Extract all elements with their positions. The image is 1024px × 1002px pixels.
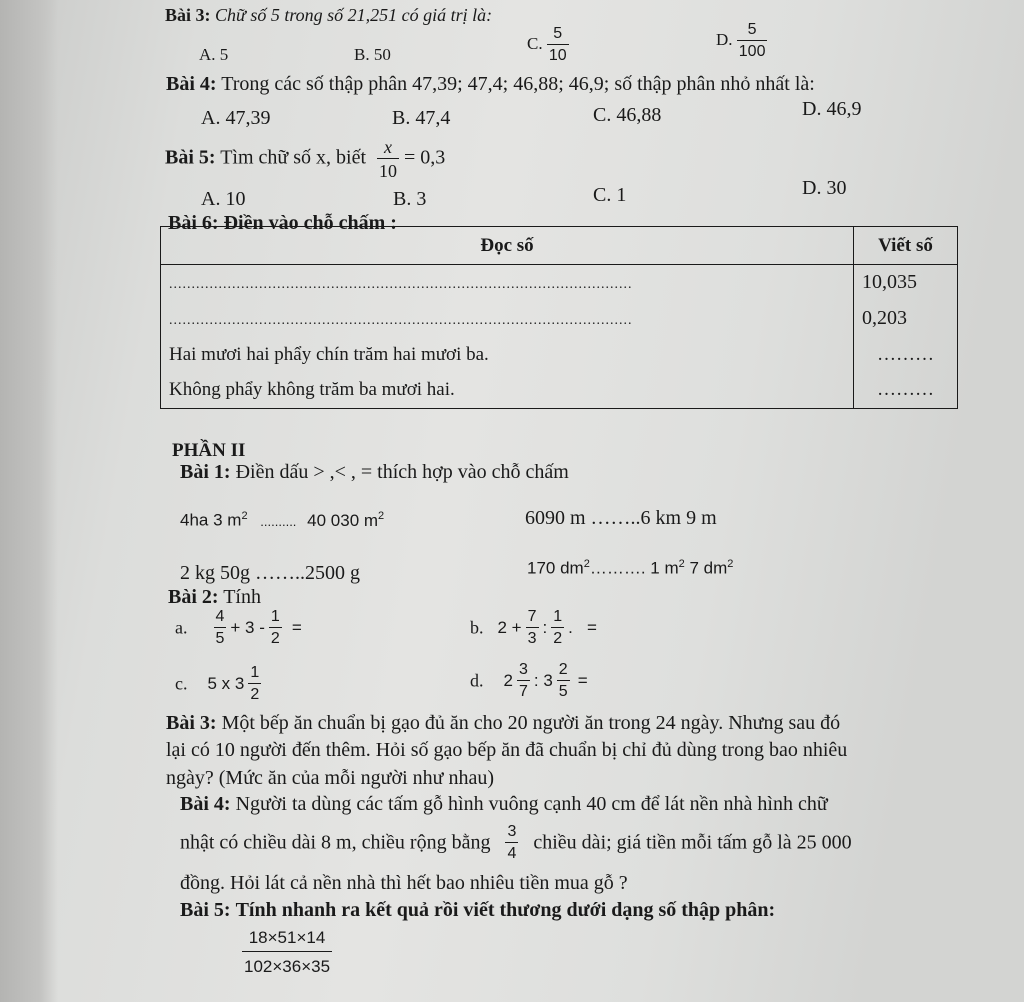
b3-question	[165, 5, 492, 26]
b4-option-d: D. 46,9	[802, 98, 862, 120]
b4-title: Bài 4:	[166, 73, 217, 95]
b6-row3-read: Hai mươi hai phẩy chín trăm hai mươi ba.	[161, 337, 854, 373]
b3-option-c-denominator: 10	[547, 44, 569, 64]
p2-b2-b-frac2-den: 2	[551, 627, 564, 647]
p2-b2-a-frac2-den: 2	[269, 627, 282, 647]
p2-b5-denominator: 102×36×35	[242, 951, 332, 975]
p2-b2-b	[470, 609, 597, 647]
b6-row2-read	[161, 301, 854, 337]
p2-b2-c-frac-den: 2	[248, 683, 261, 703]
p2-b4-fraction-den: 4	[505, 842, 518, 862]
p2-b4-line2-post: chiều dài; giá tiền mỗi tấm gỗ là 25 000	[533, 831, 852, 854]
b6-col-write-label: Viết số	[878, 234, 933, 256]
p2-b2-a-frac1-den: 5	[214, 627, 227, 647]
p2-b1-expr2: 6090 m ……..6 km 9 m	[525, 507, 717, 529]
b3-option-d-denominator: 100	[737, 40, 768, 60]
b3-option-b: B. 50	[354, 45, 391, 64]
p2-b1-title: Bài 1:	[180, 461, 231, 483]
p2-b1-expr4-left: 170 dm	[527, 558, 584, 578]
p2-b1-expr4-sup2: 2	[678, 558, 685, 570]
p2-b1-text: Điền dấu > ,< , = thích hợp vào chỗ chấm	[235, 461, 569, 483]
p2-b4-title: Bài 4:	[180, 793, 231, 815]
b3-option-d	[716, 22, 767, 60]
p2-b2-b-frac2-num: 1	[553, 608, 563, 625]
p2-b1-expr4-sup1: 2	[583, 558, 590, 570]
b6-table	[160, 226, 958, 409]
b4-question	[166, 73, 815, 96]
p2-b5-fraction-body	[242, 929, 332, 975]
p2-b1-expr1-right: 40 030 m	[307, 510, 379, 530]
b6-row4-write: ………	[854, 373, 958, 409]
b6-row3-write: ………	[854, 337, 958, 373]
p2-b2-d-frac2-num: 2	[558, 661, 568, 678]
b6-col-read-header	[161, 227, 854, 265]
p2-b3-line2: lại có 10 người đến thêm. Hỏi số gạo bếp ăn đã chuẩn bị chỉ đủ dùng trong bao nhiêu	[166, 739, 848, 761]
book-spine-shadow	[0, 0, 58, 1002]
b6-header-row	[161, 227, 958, 265]
p2-b3-line1	[166, 712, 840, 735]
b3-option-d-label: D.	[716, 29, 733, 49]
p2-b3-line3: ngày? (Mức ăn của mỗi người như nhau)	[166, 767, 495, 789]
p2-b1-expr1-sup-right: 2	[378, 510, 385, 522]
p2-b2-a-label: a.	[175, 617, 188, 638]
p2-b5-numerator: 18×51×14	[248, 928, 326, 947]
b3-option-a: A. 5	[199, 45, 229, 64]
p2-b1-question	[180, 461, 569, 484]
b3-option-d-fraction	[737, 22, 768, 60]
p2-b2-d	[470, 662, 588, 700]
p2-b2-a-frac1-num: 4	[215, 608, 225, 625]
p2-b2-d-frac2-den: 5	[557, 680, 570, 700]
p2-b1-expr1	[180, 510, 384, 531]
p2-b4-fraction	[505, 824, 518, 862]
p2-b4-line1-text: Người ta dùng các tấm gỗ hình vuông cạnh 40 cm để lát nền nhà hình chữ	[235, 793, 828, 815]
b5-denominator: 10	[377, 158, 399, 180]
b4-option-a: A. 47,39	[201, 107, 271, 129]
p2-b2-d-label: d.	[470, 670, 484, 691]
p2-b2-c-frac-num: 1	[250, 664, 260, 681]
p2-b1-expr1-dots: ..........	[260, 513, 297, 529]
table-row	[161, 337, 958, 373]
p2-b1-expr4	[527, 558, 733, 579]
b5-title: Bài 5:	[165, 146, 216, 169]
table-row	[161, 265, 958, 301]
b6-row4-read: Không phẩy không trăm ba mươi hai.	[161, 373, 854, 409]
p2-b2-d-frac2	[557, 662, 570, 700]
b6-row1-read	[161, 265, 854, 301]
b4-option-b: B. 47,4	[392, 107, 451, 129]
p2-b2-c-pre: 5 x 3	[207, 674, 245, 693]
p2-b2-a-frac2	[269, 609, 282, 647]
p2-b2-title: Bài 2:	[168, 586, 219, 608]
p2-b1-expr4-mid: 1 m	[650, 558, 679, 578]
p2-b3-title: Bài 3:	[166, 712, 217, 734]
p2-b5-question	[180, 899, 775, 922]
b4-option-c: C. 46,88	[593, 104, 662, 126]
table-row	[161, 373, 958, 409]
p2-b2-b-frac1-den: 3	[526, 627, 539, 647]
p2-b2-question	[168, 586, 261, 609]
b6-col-write-header	[854, 227, 958, 265]
part2-heading-text: PHẦN II	[172, 440, 246, 461]
p2-b2-b-frac1	[526, 609, 539, 647]
p2-b2-d-whole1: 2	[503, 671, 513, 690]
p2-b5-fraction	[242, 929, 332, 975]
p2-b2-b-mid: :	[542, 618, 548, 637]
b3-title: Bài 3:	[165, 5, 211, 25]
p2-b2-a-frac2-num: 1	[270, 608, 280, 625]
b3-option-d-numerator: 5	[747, 21, 757, 38]
p2-b2-b-pre: 2 +	[497, 618, 522, 637]
p2-b2-d-mid: : 3	[533, 671, 553, 690]
p2-b3-line1-text: Một bếp ăn chuẩn bị gạo đủ ăn cho 20 người ăn trong 24 ngày. Nhưng sau đó	[221, 712, 841, 734]
b6-row1-write: 10,035	[854, 265, 958, 301]
p2-b1-expr3: 2 kg 50g ……..2500 g	[180, 562, 360, 584]
p2-b5-title: Bài 5:	[180, 899, 231, 921]
b3-option-c-fraction	[547, 26, 569, 64]
p2-b2-b-frac2	[551, 609, 564, 647]
b6-row2-write: 0,203	[854, 301, 958, 337]
p2-b2-b-frac1-num: 7	[527, 608, 537, 625]
b5-question	[165, 138, 445, 180]
p2-b4-line2	[180, 824, 852, 862]
part2-heading	[172, 440, 245, 462]
b4-text: Trong các số thập phân 47,39; 47,4; 46,88; 46,9; số thập phân nhỏ nhất là:	[221, 73, 815, 95]
b5-option-b: B. 3	[393, 188, 427, 210]
b5-numerator: x	[384, 137, 393, 157]
b6-col-read-label: Đọc số	[480, 234, 534, 256]
b6-title: Bài 6:	[168, 212, 219, 234]
p2-b1-expr1-sup-left: 2	[241, 510, 248, 522]
p2-b1-expr1-left: 4ha 3 m	[180, 510, 242, 530]
b3-option-c-numerator: 5	[553, 25, 563, 42]
b5-fraction	[377, 138, 399, 180]
b6-row1-read-dots: .......................................................................................................	[169, 276, 633, 292]
p2-b2-a-end: =	[291, 618, 302, 637]
p2-b2-c	[175, 665, 261, 703]
p2-b2-a-frac1	[214, 609, 227, 647]
p2-b2-a-mid: + 3 -	[230, 618, 265, 637]
b3-option-c-label: C.	[527, 33, 543, 53]
p2-b2-b-label: b.	[470, 617, 484, 638]
p2-b4-fraction-num: 3	[507, 823, 517, 840]
b6-row2-read-dots: .......................................................................................................	[169, 312, 633, 328]
p2-b4-line3: đồng. Hỏi lát cả nền nhà thì hết bao nhiêu tiền mua gỗ ?	[180, 872, 628, 894]
p2-b2-text: Tính	[223, 586, 261, 608]
p2-b2-c-label: c.	[175, 673, 188, 694]
p2-b1-expr4-right: 7 dm	[689, 558, 728, 578]
p2-b1-expr4-sup3: 2	[727, 558, 734, 570]
p2-b2-d-frac1-num: 3	[518, 661, 528, 678]
b5-text: Tìm chữ số x, biết	[220, 146, 367, 169]
b3-text: Chữ số 5 trong số 21,251 có giá trị là:	[215, 5, 493, 25]
p2-b2-d-frac1	[517, 662, 530, 700]
b5-option-a: A. 10	[201, 188, 246, 210]
p2-b4-line2-pre: nhật có chiều dài 8 m, chiều rộng bằng	[180, 831, 491, 854]
p2-b1-expr4-dots: ……….	[589, 558, 646, 578]
b5-option-c: C. 1	[593, 184, 627, 206]
p2-b5-text: Tính nhanh ra kết quả rồi viết thương dưới dạng số thập phân:	[235, 899, 776, 921]
p2-b2-a	[175, 609, 302, 647]
p2-b2-c-frac	[248, 665, 261, 703]
p2-b2-b-end: . =	[568, 618, 597, 637]
p2-b2-d-frac1-den: 7	[517, 680, 530, 700]
p2-b2-d-end: =	[577, 671, 588, 690]
b6-text: Điền vào chỗ chấm :	[223, 212, 397, 234]
p2-b4-line1	[180, 793, 828, 816]
table-row	[161, 301, 958, 337]
b3-option-c	[527, 26, 569, 64]
b5-option-d: D. 30	[802, 177, 847, 199]
b5-rhs: = 0,3	[404, 146, 446, 169]
